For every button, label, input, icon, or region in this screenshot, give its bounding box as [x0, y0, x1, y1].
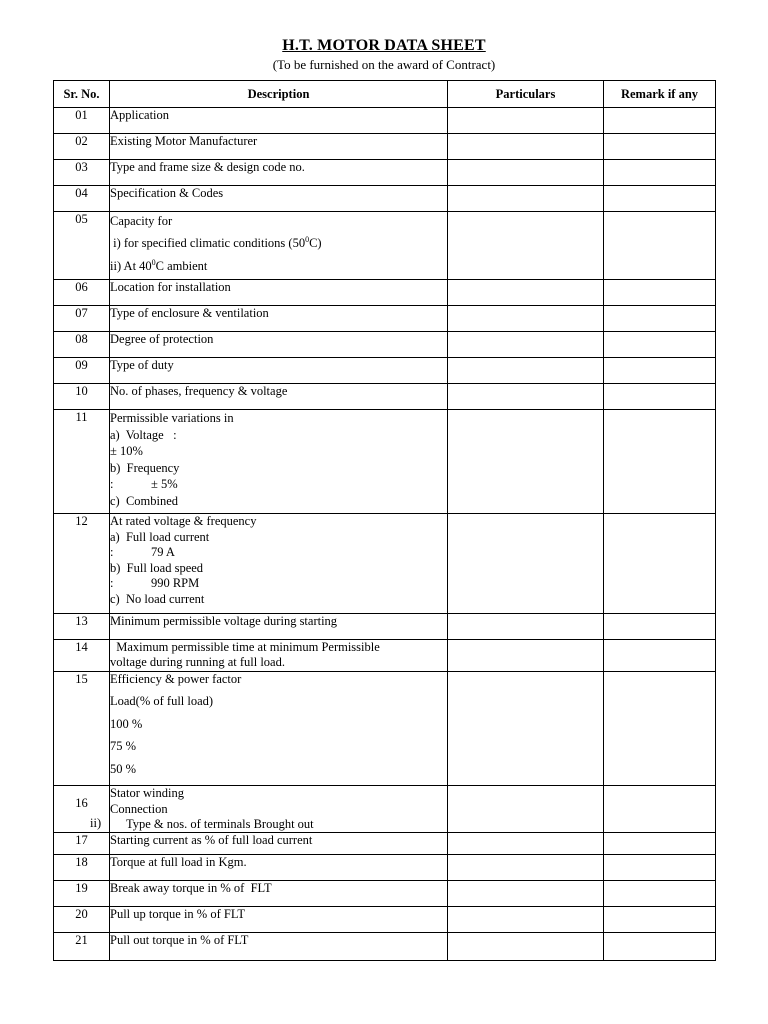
- particulars-cell[interactable]: [448, 108, 604, 134]
- description-line: Torque at full load in Kgm.: [110, 855, 247, 869]
- sub-item-marker: ii): [90, 816, 102, 830]
- sr-no-cell: 03: [54, 160, 110, 186]
- particulars-cell[interactable]: [448, 332, 604, 358]
- remark-cell[interactable]: [604, 410, 716, 514]
- table-row: [54, 640, 716, 672]
- particulars-cell[interactable]: [448, 134, 604, 160]
- particulars-cell[interactable]: [448, 933, 604, 961]
- description-cell: [110, 212, 448, 280]
- remark-cell[interactable]: [604, 280, 716, 306]
- description-line: Minimum permissible voltage during starting: [110, 614, 338, 628]
- description-line: 75 %: [110, 739, 137, 753]
- description-cell: [110, 833, 448, 855]
- description-line: b) Full load speed: [110, 560, 204, 575]
- sr-no-cell: 18: [54, 855, 110, 881]
- page-title: H.T. MOTOR DATA SHEET: [282, 37, 486, 54]
- remark-cell[interactable]: [604, 514, 716, 614]
- sr-no-cell: 05: [54, 212, 110, 280]
- description-cell: [110, 672, 448, 786]
- description-line: Application: [110, 108, 170, 122]
- description-cell: [110, 358, 448, 384]
- particulars-cell[interactable]: [448, 881, 604, 907]
- table-row: [54, 332, 716, 358]
- sr-no-cell: 15: [54, 672, 110, 786]
- sr-no-cell: 10: [54, 384, 110, 410]
- description-line: b) Frequency: [110, 460, 180, 475]
- description-cell: [110, 306, 448, 332]
- description-line: Pull up torque in % of FLT: [110, 907, 245, 921]
- description-line: Type of duty: [110, 358, 174, 372]
- description-line: Capacity for: [110, 214, 173, 228]
- description-line: Starting current as % of full load current: [110, 833, 313, 847]
- remark-cell[interactable]: [604, 855, 716, 881]
- remark-cell[interactable]: [604, 640, 716, 672]
- description-line: Load(% of full load): [110, 694, 214, 708]
- remark-cell[interactable]: [604, 306, 716, 332]
- table-row: [54, 186, 716, 212]
- description-line: Existing Motor Manufacturer: [110, 134, 258, 148]
- sr-no-cell: 04: [54, 186, 110, 212]
- description-line: Break away torque in % of FLT: [110, 881, 272, 895]
- particulars-cell[interactable]: [448, 855, 604, 881]
- description-line: a) Full load current: [110, 529, 210, 544]
- particulars-cell[interactable]: [448, 306, 604, 332]
- description-cell: [110, 881, 448, 907]
- particulars-cell[interactable]: [448, 672, 604, 786]
- remark-cell[interactable]: [604, 212, 716, 280]
- remark-cell[interactable]: [604, 384, 716, 410]
- particulars-cell[interactable]: [448, 280, 604, 306]
- table-row: [54, 306, 716, 332]
- description-line: i) for specified climatic conditions $(50^0C)$: [110, 234, 322, 250]
- particulars-cell[interactable]: [448, 212, 604, 280]
- description-cell: [110, 160, 448, 186]
- description-line: Maximum permissible time at minimum Permissible: [110, 640, 380, 654]
- description-line: Degree of protection: [110, 332, 214, 346]
- description-line: Specification & Codes: [110, 186, 224, 200]
- particulars-cell[interactable]: [448, 833, 604, 855]
- sr-no-cell: 17: [54, 833, 110, 855]
- description-cell: [110, 108, 448, 134]
- table-row: [54, 933, 716, 961]
- remark-cell[interactable]: [604, 933, 716, 961]
- description-line: a) Voltage :: [110, 427, 177, 442]
- table-row: [54, 614, 716, 640]
- sr-no-cell: 14: [54, 640, 110, 672]
- description-line: Type & nos. of terminals Brought out: [126, 817, 314, 831]
- sr-no-cell: 02: [54, 134, 110, 160]
- description-line: 50 %: [110, 762, 137, 776]
- table-row: [54, 514, 716, 614]
- description-line: Stator winding: [110, 786, 184, 800]
- table-row: [54, 384, 716, 410]
- remark-cell[interactable]: [604, 672, 716, 786]
- description-line: Efficiency & power factor: [110, 672, 242, 686]
- remark-cell[interactable]: [604, 907, 716, 933]
- sr-no-cell: 19: [54, 881, 110, 907]
- description-line: : 79 A: [110, 545, 175, 559]
- description-line: c) No load current: [110, 591, 205, 606]
- description-line: Type and frame size & design code no.: [110, 160, 305, 174]
- remark-cell[interactable]: [604, 186, 716, 212]
- sr-no-cell: 08: [54, 332, 110, 358]
- description-line: Permissible variations in: [110, 411, 234, 425]
- table-row: [54, 108, 716, 134]
- description-line: Connection: [110, 801, 168, 816]
- remark-cell[interactable]: [604, 881, 716, 907]
- description-cell: [110, 186, 448, 212]
- sr-no-cell: 07: [54, 306, 110, 332]
- table-header-row: [54, 81, 716, 108]
- remark-cell[interactable]: [604, 108, 716, 134]
- sr-no-cell: 09: [54, 358, 110, 384]
- particulars-cell[interactable]: [448, 384, 604, 410]
- description-cell: [110, 933, 448, 961]
- remark-cell[interactable]: [604, 358, 716, 384]
- particulars-cell[interactable]: [448, 186, 604, 212]
- description-line: Pull out torque in % of FLT: [110, 933, 249, 947]
- description-line: No. of phases, frequency & voltage: [110, 384, 288, 398]
- particulars-cell[interactable]: [448, 514, 604, 614]
- col-header-sr-no: Sr. No.: [54, 81, 110, 108]
- description-line: c) Combined: [110, 493, 179, 508]
- table-row: [54, 410, 716, 514]
- description-line: : 990 RPM: [110, 576, 200, 590]
- col-header-particulars: Particulars: [448, 81, 604, 108]
- table-row: [54, 280, 716, 306]
- particulars-cell[interactable]: [448, 786, 604, 833]
- description-line: : ± 5%: [110, 477, 178, 491]
- description-line: 100 %: [110, 717, 143, 731]
- sr-no-cell: 06: [54, 280, 110, 306]
- sr-no-cell: 21: [54, 933, 110, 961]
- col-header-description: Description: [110, 81, 448, 108]
- description-cell: [110, 384, 448, 410]
- description-cell: [110, 134, 448, 160]
- remark-cell[interactable]: [604, 833, 716, 855]
- table-row: [54, 672, 716, 786]
- description-line: ii) At $40^0C$ ambient: [110, 257, 208, 273]
- col-header-remark: Remark if any: [604, 81, 716, 108]
- sr-no-cell: [54, 786, 110, 833]
- page-subtitle: (To be furnished on the award of Contract): [272, 57, 496, 72]
- description-cell: [110, 614, 448, 640]
- motor-data-table: [53, 80, 716, 961]
- description-cell: [110, 855, 448, 881]
- particulars-cell[interactable]: [448, 907, 604, 933]
- particulars-cell[interactable]: [448, 410, 604, 514]
- table-row: [54, 855, 716, 881]
- sr-no-cell: 12: [54, 514, 110, 614]
- description-line: ± 10%: [110, 444, 143, 458]
- description-line: At rated voltage & frequency: [110, 514, 257, 528]
- remark-cell[interactable]: [604, 332, 716, 358]
- remark-cell[interactable]: [604, 160, 716, 186]
- particulars-cell[interactable]: [448, 614, 604, 640]
- description-cell: [110, 280, 448, 306]
- description-line: voltage during running at full load.: [110, 655, 285, 669]
- description-cell: [110, 514, 448, 614]
- table-row: [54, 881, 716, 907]
- description-cell: [110, 640, 448, 672]
- sr-no-cell: 13: [54, 614, 110, 640]
- table-row: [54, 134, 716, 160]
- particulars-cell[interactable]: [448, 358, 604, 384]
- sr-no-cell: 01: [54, 108, 110, 134]
- remark-cell[interactable]: [604, 614, 716, 640]
- sr-no-cell: 11: [54, 410, 110, 514]
- description-line: Type of enclosure & ventilation: [110, 306, 269, 320]
- description-cell: [110, 332, 448, 358]
- remark-cell[interactable]: [604, 134, 716, 160]
- table-row: [54, 212, 716, 280]
- remark-cell[interactable]: [604, 786, 716, 833]
- table-row: [54, 160, 716, 186]
- particulars-cell[interactable]: [448, 640, 604, 672]
- table-row: [54, 358, 716, 384]
- description-cell: [110, 907, 448, 933]
- table-row: [54, 833, 716, 855]
- description-cell: [110, 786, 448, 833]
- sr-no-cell: 20: [54, 907, 110, 933]
- description-line: Location for installation: [110, 280, 231, 294]
- description-cell: [110, 410, 448, 514]
- sr-no-value: 16: [75, 796, 88, 810]
- particulars-cell[interactable]: [448, 160, 604, 186]
- table-row: [54, 786, 716, 833]
- table-row: [54, 907, 716, 933]
